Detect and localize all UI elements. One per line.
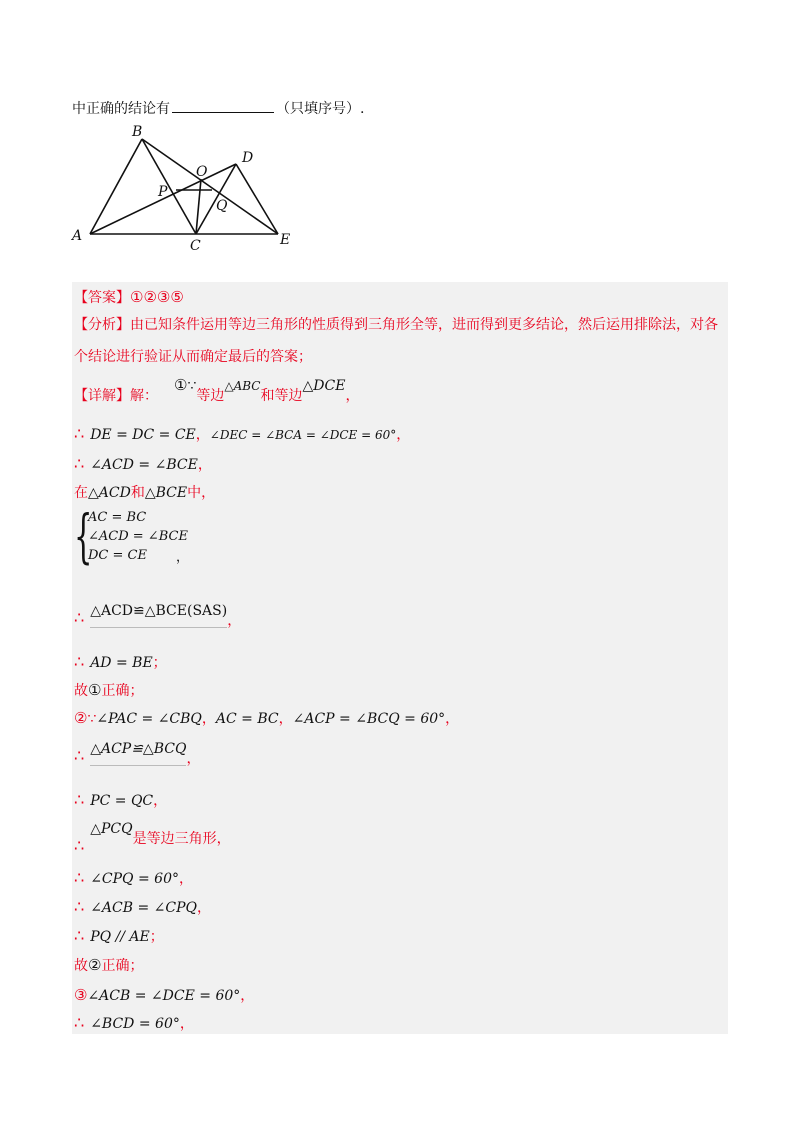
- answer-blank: [172, 98, 274, 113]
- eq-ac-bc: AC = BC: [215, 711, 279, 727]
- comma: ，: [240, 988, 255, 1004]
- text-gu: 故: [74, 958, 88, 974]
- answer-tag: 【答案】: [74, 290, 130, 306]
- circle-2: ②: [74, 709, 88, 727]
- therefore-symbol: ∴: [74, 746, 85, 765]
- label-p: P: [158, 184, 168, 200]
- detail-line: [74, 376, 360, 405]
- detail-jie: 解：: [130, 388, 158, 404]
- because-symbol: ∵: [87, 711, 97, 727]
- text-zhong: 中，: [187, 485, 216, 501]
- label-b: B: [132, 124, 143, 140]
- step-congruent-1: [74, 600, 241, 628]
- eq-angles-60: ∠DEC = ∠BCA = ∠DCE = 60°: [209, 428, 397, 442]
- circle-2: ②: [88, 956, 102, 974]
- label-q: Q: [216, 198, 228, 214]
- text-zhengque: 正确；: [101, 958, 144, 974]
- step-acd-bce: [74, 454, 212, 474]
- step-de-dc-ce: [74, 424, 410, 444]
- label-e: E: [280, 232, 291, 248]
- step-pq-ae: [74, 926, 164, 946]
- analysis-line-2: [74, 346, 312, 366]
- therefore-symbol: ∴: [74, 897, 85, 916]
- comma: ，: [195, 427, 210, 443]
- label-o: O: [196, 164, 208, 180]
- eq-acp-bcq: ∠ACP = ∠BCQ = 60°: [292, 711, 446, 727]
- tri-pcq: △PCQ: [90, 821, 133, 837]
- equation-system: [74, 502, 190, 570]
- semicolon: ；: [149, 929, 164, 945]
- comma: ，: [197, 457, 212, 473]
- therefore-symbol: ∴: [74, 790, 85, 809]
- comma: ，: [445, 711, 460, 727]
- step-in-triangles: [74, 482, 215, 502]
- conclusion-2: [74, 955, 143, 975]
- tri-dce: △DCE: [302, 378, 346, 394]
- eq-cpq-60: ∠CPQ = 60°: [90, 871, 179, 887]
- step-3: [74, 985, 254, 1005]
- geometry-figure: [70, 122, 300, 252]
- comma: ，: [201, 711, 216, 727]
- therefore-symbol: ∴: [74, 1013, 85, 1032]
- because-symbol: ∵: [187, 378, 197, 394]
- eq-pac-cbq: ∠PAC = ∠CBQ: [96, 711, 202, 727]
- comma: ，: [153, 793, 168, 809]
- therefore-symbol: ∴: [74, 652, 85, 671]
- tri-abc: △ABC: [224, 379, 261, 393]
- comma: ，: [278, 711, 293, 727]
- conclusion-1: [74, 680, 143, 700]
- sys-row-3: DC = CE: [88, 548, 147, 563]
- step-cpq-60: [74, 868, 193, 888]
- step-acb-cpq: [74, 897, 211, 917]
- text-gu: 故: [74, 683, 88, 699]
- semicolon: ；: [152, 655, 167, 671]
- therefore-symbol: ∴: [74, 454, 85, 473]
- step-2-givens: [74, 708, 459, 728]
- analysis-line-1: [74, 314, 718, 334]
- circle-1: ①: [174, 376, 188, 394]
- therefore-symbol: ∴: [74, 868, 85, 887]
- tri-acd: △ACD: [88, 485, 131, 501]
- circle-1: ①: [88, 681, 102, 699]
- detail-tag: 【详解】: [74, 388, 130, 404]
- comma: ，: [186, 751, 201, 767]
- question-line: [72, 98, 364, 118]
- congruent-acd-bce: △ACD≌△BCE(SAS): [90, 603, 227, 628]
- therefore-symbol: ∴: [74, 926, 85, 945]
- answer-line: [74, 287, 184, 307]
- sys-row-2: ∠ACD = ∠BCE: [88, 529, 188, 544]
- text-dengbian: 等边: [196, 388, 225, 404]
- comma: ，: [179, 1016, 194, 1032]
- therefore-symbol: ∴: [74, 608, 85, 627]
- text-shi-dengbian: 是等边三角形，: [132, 831, 231, 847]
- system-rows: [88, 510, 188, 570]
- therefore-symbol: ∴: [74, 424, 85, 443]
- step-pcq-equilateral: [74, 821, 231, 855]
- eq-acd-bce: ∠ACD = ∠BCE: [90, 457, 198, 473]
- congruent-acp-bcq: △ACP≌△BCQ: [90, 741, 186, 766]
- analysis-text-1: 由已知条件运用等边三角形的性质得到三角形全等，进而得到更多结论，然后运用排除法，对各: [130, 317, 718, 333]
- comma: ，: [396, 427, 411, 443]
- step-ad-be: [74, 652, 167, 672]
- eq-de-dc-ce: DE = DC = CE: [90, 427, 196, 443]
- analysis-tag: 【分析】: [74, 317, 130, 333]
- comma: ，: [227, 613, 242, 629]
- text-zhengque: 正确；: [101, 683, 144, 699]
- label-c: C: [190, 238, 201, 252]
- eq-acb-cpq: ∠ACB = ∠CPQ: [90, 900, 197, 916]
- question-prefix: 中正确的结论有: [72, 101, 170, 117]
- step-pc-qc: [74, 790, 167, 810]
- eq-bcd-60: ∠BCD = 60°: [90, 1016, 180, 1032]
- comma-1: ，: [345, 388, 360, 404]
- question-suffix: （只填序号）.: [276, 101, 365, 117]
- comma: ，: [176, 550, 190, 565]
- comma: ，: [178, 871, 193, 887]
- eq-ad-be: AD = BE: [90, 655, 153, 671]
- therefore-symbol: ∴: [74, 836, 85, 855]
- eq-pc-qc: PC = QC: [90, 793, 154, 809]
- eq-acb-dce-60: ∠ACB = ∠DCE = 60°: [87, 988, 241, 1004]
- step-congruent-2: [74, 738, 200, 766]
- sys-row-1: AC = BC: [88, 510, 147, 525]
- analysis-text-2: 个结论进行验证从而确定最后的答案；: [74, 349, 312, 365]
- circle-3: ③: [74, 986, 88, 1004]
- answer-value: ①②③⑤: [130, 288, 184, 306]
- text-he: 和: [130, 485, 145, 501]
- left-brace: {: [74, 502, 93, 570]
- label-a: A: [72, 228, 83, 244]
- step-bcd-60: [74, 1013, 194, 1033]
- text-he-dengbian: 和等边: [260, 388, 303, 404]
- text-zai: 在: [74, 485, 88, 501]
- eq-pq-parallel-ae: PQ // AE: [90, 929, 150, 945]
- comma: ，: [197, 900, 211, 916]
- tri-bce: △BCE: [144, 485, 188, 501]
- label-d: D: [242, 150, 254, 166]
